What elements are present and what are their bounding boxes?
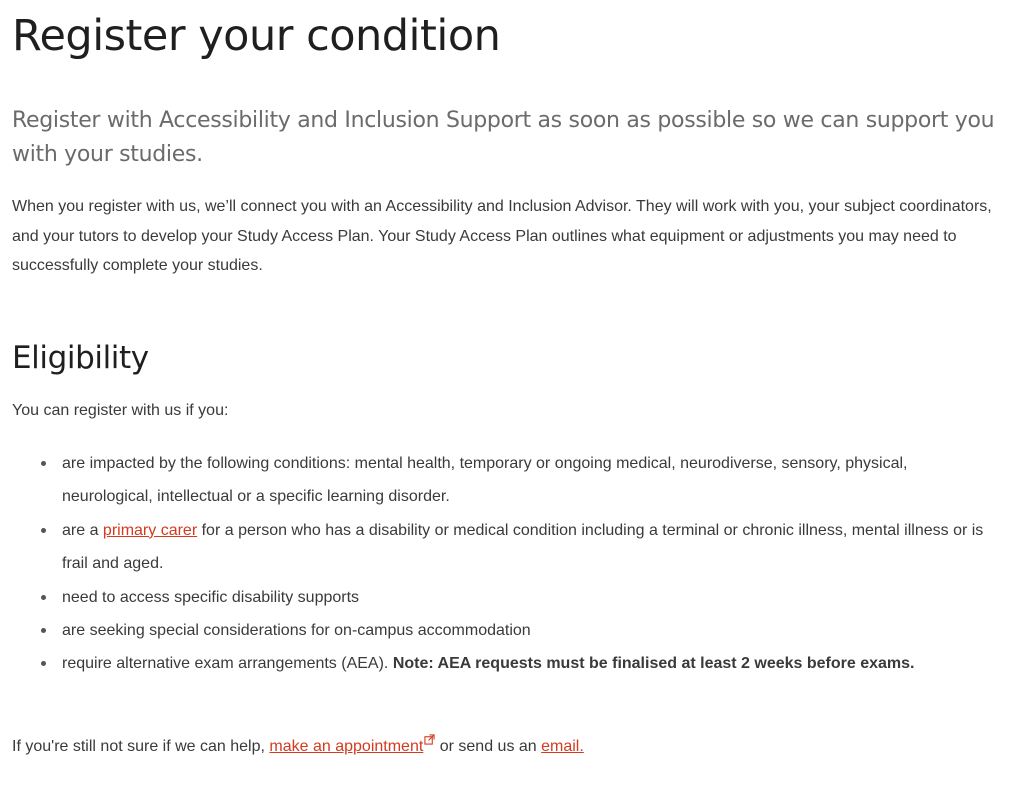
body-paragraph: When you register with us, we’ll connect you with an Accessibility and Inclusion Advisor. They will work with you, your subject coordinators, and your tutors to develop your Study Access Plan. Your Study Access Plan outlines what equipment or adjustments you may need to successfully complete your studies. [12,198,992,274]
email-link[interactable]: email. [541,738,584,755]
list-item [62,447,1012,514]
eligibility-heading: Eligibility [12,340,149,376]
list-item [62,647,1012,680]
make-appointment-link[interactable] [269,738,435,755]
page-title: Register your condition [12,11,501,61]
eligibility-list [12,447,1012,681]
list-item [62,614,1012,647]
eligibility-intro: You can register with us if you: [12,402,229,419]
help-text: If you're still not sure if we can help, [12,738,270,755]
help-text: or send us an [435,738,542,755]
aea-note: Note: AEA requests must be finalised at least 2 weeks before exams. [392,655,915,673]
list-item [62,581,1012,614]
list-item [62,514,1012,581]
primary-carer-link[interactable]: primary carer [102,521,198,539]
help-paragraph [12,733,584,761]
make-appointment-label: make an appointment [269,738,424,755]
list-item-text: need to access specific disability supports [62,588,360,606]
lead-paragraph: Register with Accessibility and Inclusion Support as soon as possible so we can support you with your studies. [12,108,995,167]
list-item-text: are impacted by the following conditions: mental health, temporary or ongoing medical, neurodiverse, sensory, physical, neurological, intellectual or a specific learning disorder. [62,455,908,506]
list-item-text: are a [62,521,103,539]
external-link-icon [424,734,435,745]
list-item-text: require alternative exam arrangements (AEA). [62,655,393,673]
list-item-text: are seeking special considerations for on-campus accommodation [62,622,531,640]
list-item-text: for a person who has a disability or medical condition including a terminal or chronic illness, mental illness or is frail and aged. [62,521,984,573]
